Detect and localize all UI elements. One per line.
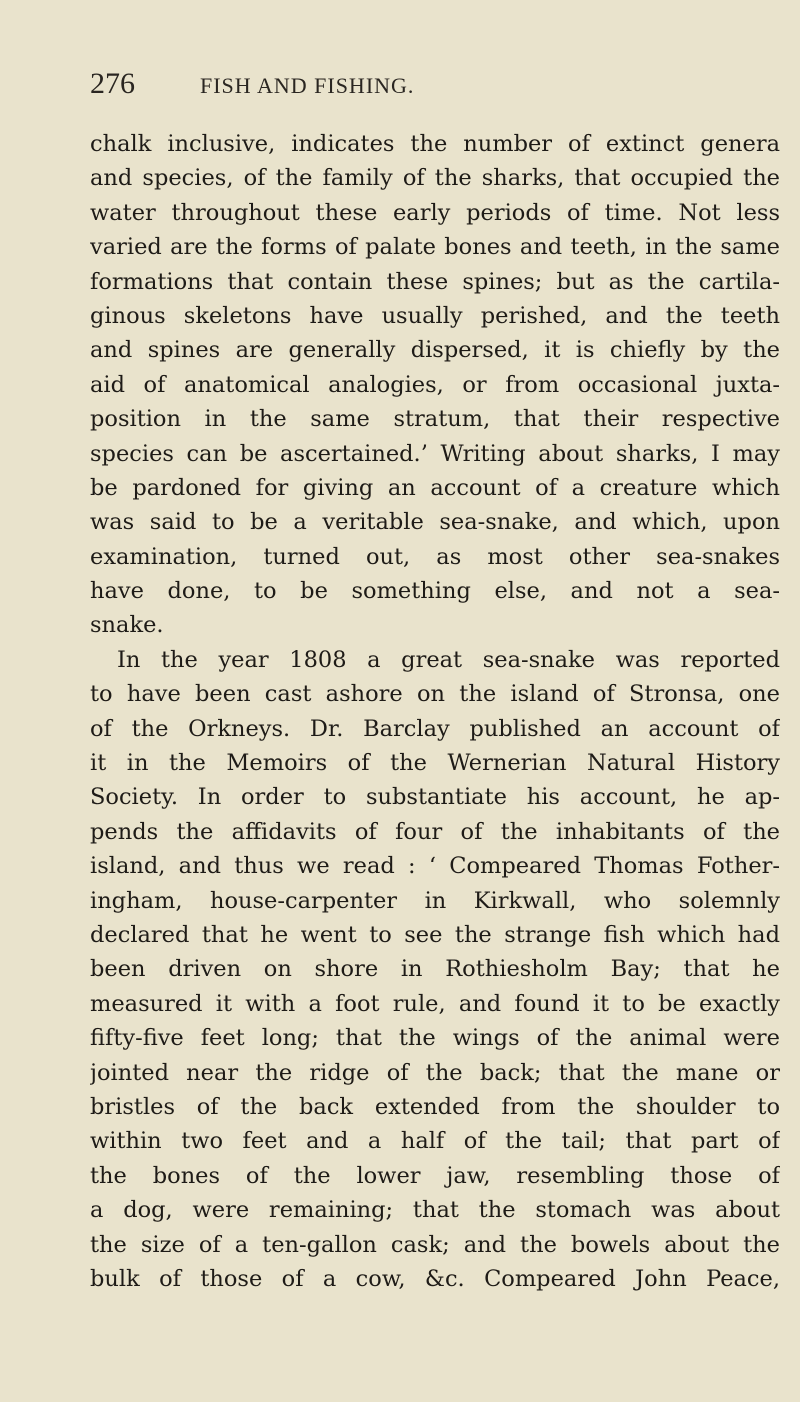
text-line: species can be ascertained.’ Writing about sharks, I may — [90, 440, 780, 467]
text-line: Society. In order to substantiate his account, he ap- — [90, 784, 780, 811]
page-number: 276 — [90, 67, 135, 100]
text-line: within two feet and a half of the tail; that part of — [90, 1128, 780, 1155]
text-line: bulk of those of a cow, &c. Compeared John Peace, — [90, 1265, 780, 1292]
text-line: ingham, house-carpenter in Kirkwall, who solemnly — [90, 887, 780, 914]
text-line: the bones of the lower jaw, resembling those of — [90, 1162, 780, 1189]
text-line: of the Orkneys. Dr. Barclay published an account of — [90, 715, 780, 742]
text-line: jointed near the ridge of the back; that the mane or — [90, 1059, 780, 1086]
running-head: FISH AND FISHING. — [200, 73, 415, 98]
text-line: bristles of the back extended from the shoulder to — [90, 1093, 780, 1120]
text-line: pends the affidavits of four of the inhabitants of the — [90, 818, 780, 845]
text-line: measured it with a foot rule, and found it to be exactly — [90, 990, 780, 1017]
text-line: declared that he went to see the strange fish which had — [90, 921, 780, 948]
text-line: island, and thus we read : ‘ Compeared Thomas Fother- — [90, 853, 780, 880]
text-line: examination, turned out, as most other sea-snakes — [90, 543, 780, 570]
text-line: ginous skeletons have usually perished, and the teeth — [90, 302, 780, 329]
text-line: fifty-five feet long; that the wings of the animal were — [90, 1025, 780, 1052]
text-line: was said to be a veritable sea-snake, and which, upon — [90, 509, 780, 536]
text-line: water throughout these early periods of time. Not less — [90, 199, 780, 226]
page-header — [90, 66, 780, 106]
text-line: chalk inclusive, indicates the number of extinct genera — [90, 131, 780, 157]
text-line: it in the Memoirs of the Wernerian Natural History — [90, 750, 780, 777]
text-line: position in the same stratum, that their respective — [90, 406, 780, 433]
text-line: be pardoned for giving an account of a creature which — [90, 474, 780, 501]
body-text — [90, 127, 780, 1296]
text-line: In the year 1808 a great sea-snake was reported — [117, 646, 780, 673]
text-line: and species, of the family of the sharks, that occupied the — [90, 165, 780, 192]
text-line: been driven on shore in Rothiesholm Bay; that he — [90, 956, 780, 983]
text-line: varied are the forms of palate bones and teeth, in the same — [90, 234, 780, 261]
text-line: and spines are generally dispersed, it is chiefly by the — [90, 337, 780, 364]
text-line: snake. — [90, 612, 164, 639]
text-line: aid of anatomical analogies, or from occasional juxta- — [90, 371, 780, 398]
text-line: to have been cast ashore on the island of Stronsa, one — [90, 681, 780, 708]
text-line: the size of a ten-gallon cask; and the bowels about the — [90, 1231, 780, 1258]
text-line: have done, to be something else, and not a sea- — [90, 578, 780, 605]
text-line: a dog, were remaining; that the stomach was about — [90, 1197, 780, 1224]
text-line: formations that contain these spines; but as the cartila- — [90, 268, 780, 295]
